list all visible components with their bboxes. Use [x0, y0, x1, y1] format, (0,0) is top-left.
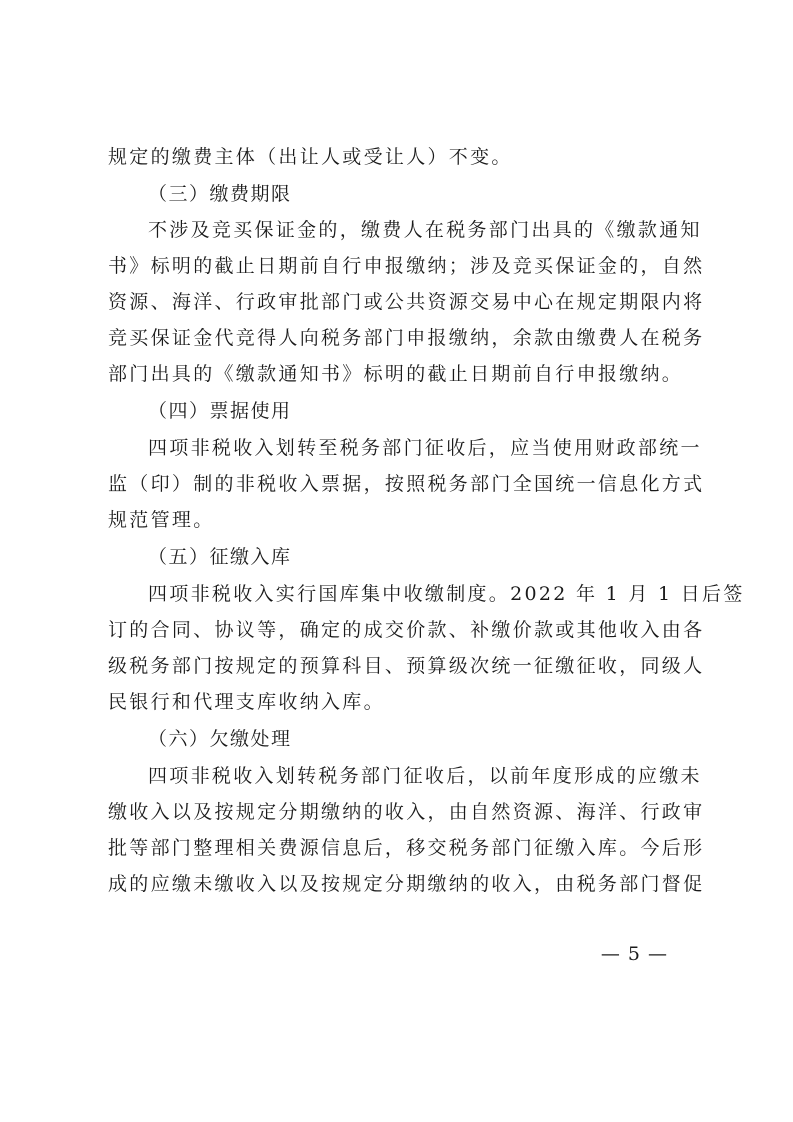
body-text-line: 部门出具的《缴款通知书》标明的截止日期前自行申报缴纳。: [108, 363, 684, 385]
body-text-line: 规定的缴费主体（出让人或受让人）不变。: [108, 146, 513, 168]
paragraph-first-line: 四项非税收入划转至税务部门征收后，应当使用财政部统一: [148, 437, 702, 459]
body-text-line: 监（印）制的非税收入票据，按照税务部门全国统一信息化方式: [108, 473, 705, 495]
body-text-line: 缴收入以及按规定分期缴纳的收入，由自然资源、海洋、行政审: [108, 801, 705, 823]
body-text-line: 民银行和代理支库收纳入库。: [108, 691, 385, 713]
paragraph-first-line: 四项非税收入划转税务部门征收后，以前年度形成的应缴未: [148, 765, 702, 787]
body-text-line: 级税务部门按规定的预算科目、预算级次统一征缴征收，同级人: [108, 655, 705, 677]
section-heading-receipt-usage: （四）票据使用: [148, 400, 292, 422]
body-text-line: 成的应缴未缴收入以及按规定分期缴纳的收入，由税务部门督促: [108, 873, 705, 895]
body-text-line: 书》标明的截止日期前自行申报缴纳；涉及竞买保证金的，自然: [108, 255, 705, 277]
page-number: — 5 —: [600, 943, 668, 965]
section-heading-payment-deadline: （三）缴费期限: [148, 183, 292, 205]
body-text-line: 订的合同、协议等，确定的成交价款、补缴价款或其他收入由各: [108, 619, 705, 641]
paragraph-first-line: 不涉及竞买保证金的，缴费人在税务部门出具的《缴款通知: [148, 219, 702, 241]
paragraph-first-line: 四项非税收入实行国库集中收缴制度。2022 年 1 月 1 日后签: [148, 583, 745, 605]
body-text-line: 批等部门整理相关费源信息后，移交税务部门征缴入库。今后形: [108, 837, 705, 859]
body-text-line: 规范管理。: [108, 509, 215, 531]
body-text-line: 资源、海洋、行政审批部门或公共资源交易中心在规定期限内将: [108, 291, 705, 313]
section-heading-arrears-handling: （六）欠缴处理: [148, 728, 292, 750]
section-heading-collection-treasury: （五）征缴入库: [148, 546, 292, 568]
body-text-line: 竞买保证金代竞得人向税务部门申报缴纳，余款由缴费人在税务: [108, 327, 705, 349]
